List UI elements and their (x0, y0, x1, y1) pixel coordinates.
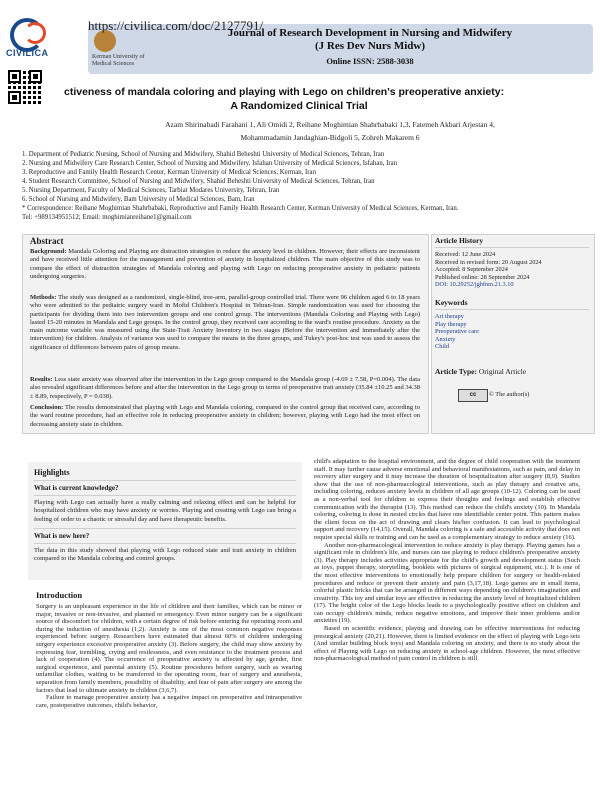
journal-issn: Online ISSN: 2588-3038 (326, 56, 414, 66)
background-label: Background: (30, 248, 67, 255)
published-date: Published online: 28 September 2024 (435, 273, 530, 281)
keyword-link[interactable]: Art therapy (435, 312, 464, 320)
keyword-link[interactable]: Play therapy (435, 320, 467, 328)
document-url[interactable]: https://civilica.com/doc/2127791/ (88, 18, 264, 33)
abstract-heading: Abstract (30, 236, 64, 246)
article-type (435, 367, 589, 376)
article-title-line1: ctiveness of mandala coloring and playing with Lego on children's preoperative anxiety: (64, 86, 505, 98)
intro-paragraph: Another non-pharmacological intervention to reduce anxiety is play therapy. Playing games has a significant role in children's life, and nurses can use playing to reduce children's preoperative anxiety (3). Play therapy includes activities appropriate for the child's growth and development status (Such as toys, puppet therapy, storytelling, booklets with pictures of surgical equipment, etc.). It is one of the most effective interventions to emotionally help prepare children for surgery or health-related procedures and reduce or prevent their anxiety and pain (3,17,18). Lego games are in small items, colorful plastic bricks that can be arranged in different ways depending on children's imagination and creativity. This toy and similar toys are effective in reducing the anxiety level of hospitalized children (17). The bright color of the Lego blocks leads to a psychologically positive effect on children and can occupy children's minds, reduce negative emotions, and improve their inner problems and/or anxieties (19). (314, 541, 580, 625)
keyword-link[interactable]: Preoperative care (435, 328, 479, 336)
intro-left-column (36, 603, 302, 709)
affiliation-item: 4. Student Research Committee, School of Nursing and Midwifery, Shahid Beheshti University of Medical Sciences, Tehran, Iran (22, 178, 375, 185)
article-type-value: Original Article (478, 366, 527, 376)
highlight-question: What is current knowledge? (34, 484, 119, 492)
university-name: Kerman University of Medical Sciences (92, 54, 145, 67)
affiliation-item: 1. Department of Pediatric Nursing, School of Nursing and Midwifery, Shahid Beheshti University of Medical Sciences, Tehran, Iran (22, 151, 385, 158)
author-list (70, 118, 590, 144)
accepted-date: Accepted: 8 September 2024 (435, 266, 508, 274)
keywords-heading: Keywords (435, 297, 468, 307)
history-heading: Article History (435, 236, 484, 245)
abstract-background (30, 248, 420, 281)
qr-code-icon (8, 70, 42, 104)
highlight-question: What is new here? (34, 531, 90, 540)
affiliation-item: 2. Nursing and Midwifery Care Research Center, School of Nursing and Midwifery, Isfahan University of Medical Sciences, Isfahan, Iran (22, 160, 398, 167)
article-history (435, 236, 589, 376)
conclusion-label: Conclusion: (30, 404, 64, 411)
copyright-text: © The author(s) (489, 391, 530, 398)
highlights-heading: Highlights (34, 468, 70, 477)
logo-arc-icon (24, 22, 46, 44)
authors-line2: Mohammadamin Jandaghian-Bidgoli 5, Zohreh Makarem 6 (240, 133, 420, 142)
article-type-label: Article Type: (435, 366, 478, 376)
affiliations (22, 150, 592, 222)
abstract-methods (30, 294, 420, 352)
cc-license-icon[interactable]: cc (458, 389, 488, 402)
intro-paragraph: Based on scientific evidence, playing and drawing can be effective interventions for reducing presurgical anxiety (20,21). However, there is limited evidence on the effect of playing with Lego sets (And similar building block toys) and Mandala coloring on anxiety, and there is no study about the effect of Playing with Lego on reducing anxiety in school-age children. However, the most effective non-pharmacological method of pain control in children is still (314, 625, 580, 663)
intro-paragraph: Failure to manage preoperative anxiety has a negative impact on preoperative and intraoperative care, postoperative outcomes, child's behavior, (36, 694, 302, 709)
highlights (34, 468, 296, 563)
intro-paragraph: Surgery is an unpleasant experience in the life of children and their families, which can be minor or major, invasive or non-invasive, and planned or emergency. Even minor surgery can be a significant source of discomfort for children, with a certain degree of risk before entering the operating room and during the induction of anesthesia (1,2). Anxiety is one of the most common negative responses experienced before surgery. Researchers have estimated that almost 60% of children undergoing surgery experience excessive preoperative anxiety (3). Before surgery, the child may show anxiety by expressing fear, trembling, crying and restlessness, and even resistance to the treatment process and lack of cooperation (4). The occurrence of preoperative anxiety is affected by age, gender, first surgical experience, and parental anxiety (5). Routine procedures before surgery, such as wearing unfamiliar clothes, waiting to be transferred to the operating room, fear of surgery and anesthesia, separation from family members, possibility of disability, and fear of pain after surgery are among the factors that lead to ultimate anxiety in children (3,6,7). (36, 603, 302, 694)
civilica-logo[interactable] (4, 18, 64, 58)
abstract-results (30, 376, 420, 401)
authors-line1: Azam Shirinabadi Farahani 1, Ali Omidi 2, Reihane Moghimian Shahrbabaki 1,3, Fatemeh Akbari Arjestan 4, (165, 120, 495, 129)
keyword-link[interactable]: Child (435, 343, 449, 351)
keyword-link[interactable]: Anxiety (435, 335, 456, 343)
site-logo-text: CIVILICA (6, 48, 49, 58)
affiliation-item: 3. Reproductive and Family Health Research Center, Kerman University of Medical Sciences, Kerman, Iran (22, 169, 316, 176)
conclusion-text: The results demonstrated that playing with Lego and Mandala coloring, compared to the control group that received care, according to the ward routine procedure, had an effective role in reducing preoperative anxiety in children; however, playing with Lego had the most effect on decreasing anxiety state in children. (30, 404, 420, 428)
highlight-answer: The data in this study showed that playing with Lego reduced state and trait anxiety in children compared to the Mandala coloring and control groups. (34, 546, 296, 563)
methods-text: The study was designed as a randomized, single-blind, tree-arm, parallel-group controlled trial. There were 96 children aged 6 to 18 years who were admitted to the pediatric surgery ward in Mofid Children's Hospital in Tehran-Iran. Simple randomization was used for choosing the participants for dividing them into two intervention groups and one control group. The interventions (Mandala Coloring and Playing with Lego) lasted 15-20 minutes in Mandala and Lego groups. In the control group, they received care according to the ward's routine procedure. Anxiety as the main outcome variable was measured using the State-Trait Anxiety Inventory in two stages (Before the intervention and immediately after the intervention) for children. Analysis of variance was used to compare the means in the three groups, and Tukey's post-hoc test was used to assess the significance of differences between pairs of group means. (30, 294, 421, 351)
revised-date: Received in revised form: 20 August 2024 (435, 258, 542, 266)
results-label: Results: (30, 376, 53, 383)
introduction-heading: Introduction (36, 590, 83, 600)
abstract-conclusion (30, 404, 420, 429)
affiliation-item: 6. School of Nursing and Midwifery, Bam University of Medical Sciences, Bam, Iran (22, 196, 255, 203)
journal-title: Journal of Research Development in Nursing and Midwifery (227, 27, 513, 39)
results-text: Less state anxiety was observed after the intervention in the Lego group compared to the Mandala group (-4.69 ± 7.58, P=0.004). The data also revealed significant differences before and after the intervention in the Lego group in terms of preoperative trait anxiety (35.84 ±10.25 and 34.38 ± 8.89, respectively, P = 0.038). (30, 376, 420, 400)
intro-right-column (314, 458, 580, 663)
highlight-answer: Playing with Lego can actually have a really calming and relaxing effect and can be helpful for hospitalized children who may have anxiety or worries. Playing and creating with Lego can bring a feeling of order to a chaotic or stressful day and have therapeutic benefits. (34, 499, 296, 523)
correspondence: * Correspondence: Reihane Moghimian Shahrbabaki, Reproductive and Family Health Research Center, Kerman University of Medical Sciences, Kerman, Iran. (22, 205, 459, 212)
doi-link[interactable]: DOI: 10.29252/jgbfnm.21.3.10 (435, 281, 514, 289)
affiliation-item: 5. Nursing Department, Faculty of Medical Sciences, Tarbiat Modares University, Tehran, Iran (22, 187, 280, 194)
article-title-line2: A Randomized Clinical Trial (230, 100, 368, 112)
methods-label: Methods: (30, 294, 57, 301)
received-date: Received: 12 June 2024 (435, 251, 496, 258)
journal-abbrev: (J Res Dev Nurs Midw) (315, 40, 425, 52)
background-text: Mandala Coloring and Playing are distraction strategies to reduce the anxiety level in children. However, their effects are inconsistent and have received little attention for the management and prevention of anxiety in hospitalized children. The main objective of this study was to compare the effect of distraction strategies of Mandala coloring and playing with Lego on reducing preoperative anxiety in pediatric patients undergoing surgeries. (30, 248, 420, 280)
contact-info: Tel: +989134951512; Email: moghimianreihane1@gmail.com (22, 214, 192, 221)
intro-paragraph: child's adaptation to the hospital environment, and the degree of child cooperation with the treatment staff. It may further cause adverse emotional and behavioral manifestations, such as pain, and delay in recovery after surgery and it may increase the duration of hospitalization after surgery (8,9). Studies show that the use of non-pharmacological interventions, such as play therapy and creative arts, including coloring, reduces anxiety levels in children of all age groups (10-12). Coloring can be used as a non-verbal tool for children to express their thoughts and feelings and establish effective communication with the therapist (13). This method can reduce the child's anxiety (10). In Mandala coloring, coloring is done in nested circles that have one identifiable center point. This pattern makes the client focus on the act of drawing and clears his/her confusion. It can lead to psychological support and recovery (14,15). Overall, Mandala coloring is a safe and accessible activity that does not require special skills or training and can be used as a complementary strategy to reduce anxiety (16). (314, 458, 580, 541)
